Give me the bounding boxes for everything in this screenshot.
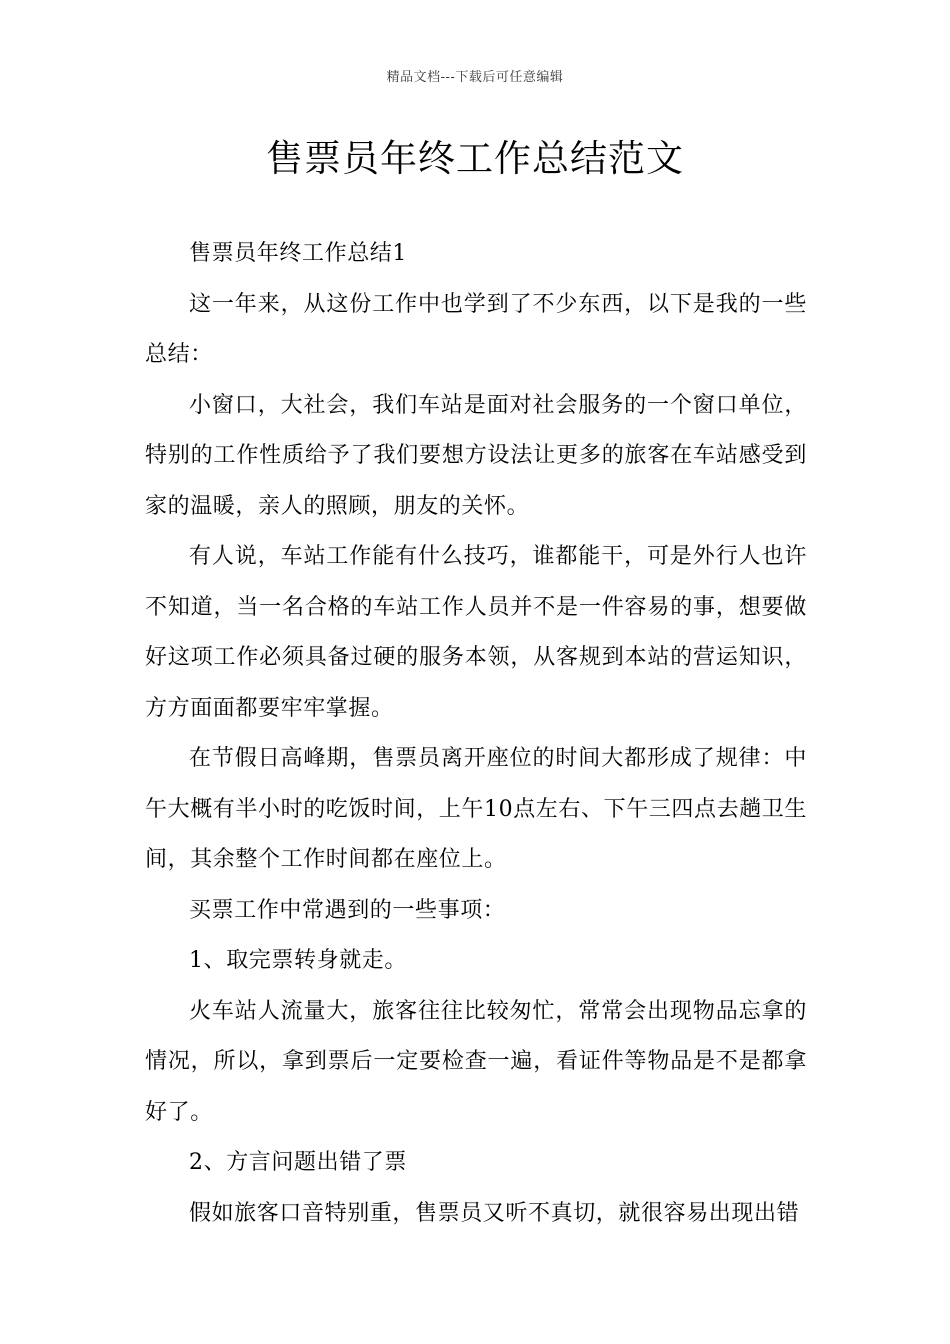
paragraph: 这一年来，从这份工作中也学到了不少东西，以下是我的一些总结： — [145, 291, 807, 367]
document-title: 售票员年终工作总结范文 — [266, 137, 684, 180]
paragraph: 买票工作中常遇到的一些事项： — [189, 897, 506, 923]
paragraph: 有人说，车站工作能有什么技巧，谁都能干，可是外行人也许不知道，当一名合格的车站工作人员并不是一件容易的事，想要做好这项工作必须具备过硬的服务本领，从客规到本站的营运知识，方方面面都要牢牢掌握。 — [145, 544, 807, 721]
paragraph: 小窗口，大社会，我们车站是面对社会服务的一个窗口单位，特别的工作性质给予了我们要想方设法让更多的旅客在车站感受到家的温暖，亲人的照顾，朋友的关怀。 — [145, 392, 807, 519]
document-body — [145, 229, 807, 1239]
paragraph: 假如旅客口音特别重，售票员又听不真切，就很容易出现出错 — [189, 1200, 800, 1226]
list-item-heading: 2、方言问题出错了票 — [189, 1150, 407, 1175]
document-header-note: 精品文档---下载后可任意编辑 — [386, 70, 564, 85]
list-item-heading: 1、取完票转身就走。 — [189, 948, 407, 973]
paragraph: 在节假日高峰期，售票员离开座位的时间大都形成了规律：中午大概有半小时的吃饭时间，上午10点左右、下午三四点去趟卫生间，其余整个工作时间都在座位上。 — [145, 746, 807, 872]
section-heading: 售票员年终工作总结1 — [189, 241, 407, 266]
paragraph: 火车站人流量大，旅客往往比较匆忙，常常会出现物品忘拿的情况，所以，拿到票后一定要检查一遍，看证件等物品是不是都拿好了。 — [145, 998, 807, 1125]
